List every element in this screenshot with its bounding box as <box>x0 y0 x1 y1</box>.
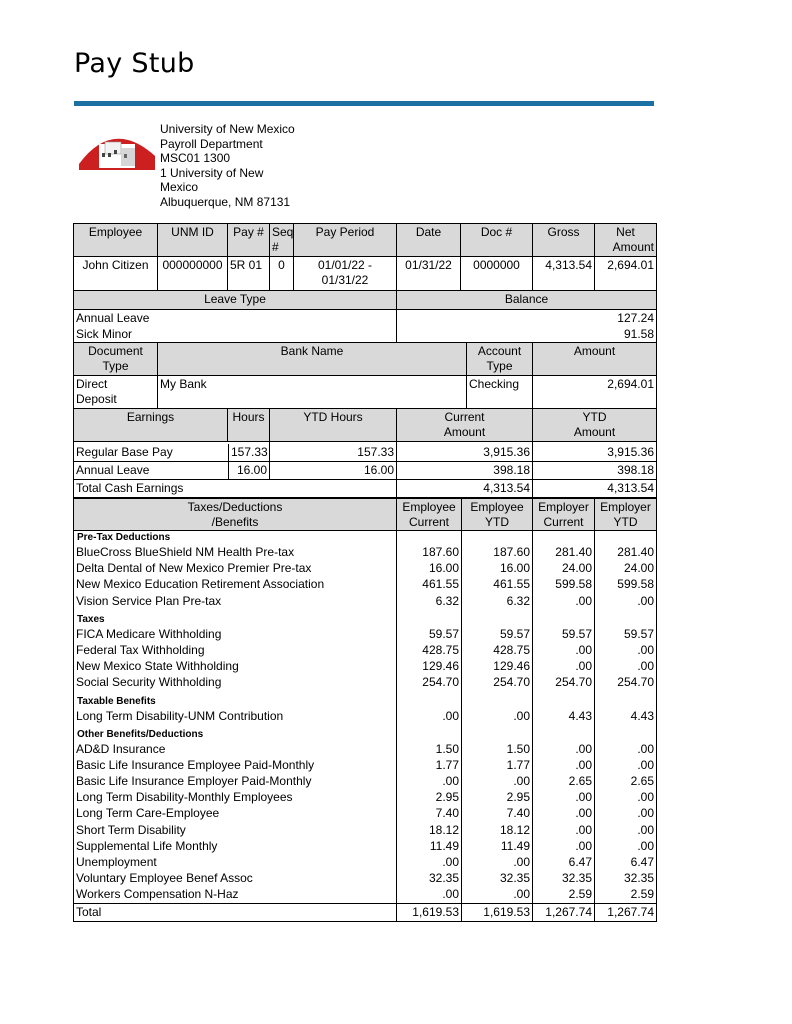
org-line: Payroll Department <box>160 136 263 151</box>
deduction-name: Vision Service Plan Pre-tax <box>74 593 397 609</box>
spacer-cell <box>533 613 595 626</box>
employer-ytd-label: Employer YTD <box>600 500 651 529</box>
employer-ytd: 2.59 <box>630 887 654 902</box>
deduction-name: Delta Dental of New Mexico Premier Pre-tax <box>74 560 397 576</box>
employer-current: 281.40 <box>533 544 595 560</box>
employee-ytd: 18.12 <box>462 822 533 838</box>
deduction-name: Workers Compensation N-Haz <box>74 886 397 902</box>
section-title-row <box>74 728 656 741</box>
employer-current: 254.70 <box>533 674 595 690</box>
section-title-row <box>74 695 656 708</box>
employer-ytd: .00 <box>637 790 654 805</box>
employee-ytd: 32.35 <box>462 870 533 886</box>
employer-ytd: 281.40 <box>617 545 654 559</box>
employee-ytd: .00 <box>462 773 533 789</box>
employer-current: 59.57 <box>533 626 595 642</box>
spacer-cell <box>462 531 533 544</box>
employer-ytd: 599.58 <box>617 577 654 592</box>
unm-logo-icon <box>77 126 157 176</box>
employer-ytd: 6.47 <box>630 855 654 869</box>
employee-ytd: .00 <box>462 854 533 870</box>
deposit-header-row <box>74 342 656 375</box>
employee-current-label: Employee Current <box>397 499 462 530</box>
spacer-cell <box>397 695 462 708</box>
deduction-name: Short Term Disability <box>74 822 397 838</box>
deduction-row <box>74 757 656 773</box>
employee-current: 16.00 <box>397 560 462 576</box>
employee-current: 254.70 <box>397 674 462 690</box>
document-type-label: Document Type <box>74 343 158 375</box>
spacer-cell <box>397 728 462 741</box>
deduction-row <box>74 805 656 821</box>
account-type: Checking <box>467 376 533 408</box>
employer-ytd: 59.57 <box>623 626 654 641</box>
employer-ytd: .00 <box>637 822 654 837</box>
total-earnings-label: Total Cash Earnings <box>74 480 397 497</box>
deduction-row <box>74 789 656 805</box>
employer-ytd: .00 <box>637 806 654 821</box>
deductions-label: Taxes/Deductions /Benefits <box>74 499 397 530</box>
employee-current: 11.49 <box>397 838 462 854</box>
section-title: Taxes <box>74 613 397 626</box>
employee-ytd: 1.77 <box>462 757 533 773</box>
deduction-name: Basic Life Insurance Employee Paid-Monthly <box>74 757 397 773</box>
org-line: University of New Mexico <box>160 122 295 136</box>
employee-ytd: 428.75 <box>462 642 533 658</box>
employer-current: 6.47 <box>533 854 595 870</box>
employee-current: 6.32 <box>397 593 462 609</box>
bank-name: My Bank <box>158 376 467 408</box>
deduction-row <box>74 626 656 642</box>
deduction-row <box>74 576 656 592</box>
earning-current: 3,915.36 <box>397 444 533 461</box>
gross-amount: 4,313.54 <box>533 257 595 290</box>
employee-current: .00 <box>397 773 462 789</box>
deduction-row <box>74 708 656 724</box>
deduction-row <box>74 658 656 674</box>
deduction-name: New Mexico State Withholding <box>74 658 397 674</box>
employee-current: 428.75 <box>397 642 462 658</box>
employer-current: .00 <box>533 757 595 773</box>
employer-ytd: 24.00 <box>623 561 654 576</box>
unm-id: 000000000 <box>158 257 228 290</box>
org-line: Mexico <box>160 180 199 195</box>
leave-row <box>74 326 656 342</box>
deduction-row <box>74 560 656 576</box>
deduction-row <box>74 593 656 609</box>
pay-stub-table <box>73 223 657 922</box>
section-title: Taxable Benefits <box>74 695 397 708</box>
leave-header-row <box>74 290 656 309</box>
section-title-row <box>74 531 656 544</box>
employer-ytd: 32.35 <box>623 871 654 886</box>
spacer-cell <box>533 531 595 544</box>
employer-current: .00 <box>533 658 595 674</box>
employer-current: 2.65 <box>533 773 595 789</box>
deductions-total-row <box>74 903 656 921</box>
deduction-name: Unemployment <box>74 854 397 870</box>
employer-current: 4.43 <box>533 708 595 724</box>
employer-current: 2.59 <box>533 886 595 902</box>
spacer-cell <box>533 728 595 741</box>
employer-current: .00 <box>533 822 595 838</box>
deduction-name: Long Term Disability-Monthly Employees <box>74 789 397 805</box>
deduction-row <box>74 838 656 854</box>
deductions-body <box>74 530 656 903</box>
deduction-name: Federal Tax Withholding <box>74 642 397 658</box>
unm-id-label: UNM ID <box>158 224 228 256</box>
spacer-cell <box>595 613 656 626</box>
employer-ytd: .00 <box>637 838 654 853</box>
earnings-row <box>74 461 656 479</box>
employee-current: 461.55 <box>397 576 462 592</box>
employee-ytd: 2.95 <box>462 789 533 805</box>
total-earnings-ytd: 4,313.54 <box>607 481 654 495</box>
earnings-header-row <box>74 408 656 441</box>
deduction-name: New Mexico Education Retirement Association <box>74 576 397 592</box>
employee-ytd: .00 <box>462 708 533 724</box>
employee-current: 59.57 <box>397 626 462 642</box>
deduction-name: FICA Medicare Withholding <box>74 626 397 642</box>
pay-period: 01/01/22 - 01/31/22 <box>294 257 397 290</box>
total-employee-ytd: 1,619.53 <box>462 904 533 921</box>
earning-name: Regular Base Pay <box>76 445 173 459</box>
employee-current: 7.40 <box>397 805 462 821</box>
employee-current: 2.95 <box>397 789 462 805</box>
employee-ytd-label: Employee YTD <box>462 499 533 530</box>
employee-ytd: 461.55 <box>462 576 533 592</box>
pay-number-label: Pay # <box>228 224 270 256</box>
deduction-name: Long Term Disability-UNM Contribution <box>74 708 397 724</box>
employee-values-row <box>74 256 656 290</box>
doc-number-label: Doc # <box>461 224 533 256</box>
employer-ytd: .00 <box>637 741 654 756</box>
org-line: 1 University of New <box>160 165 264 180</box>
employee-current: 32.35 <box>397 870 462 886</box>
employee-ytd: 59.57 <box>462 626 533 642</box>
bank-name-label: Bank Name <box>158 343 467 375</box>
ytd-hours-label: YTD Hours <box>270 409 397 441</box>
employee-name: John Citizen <box>74 257 158 290</box>
total-employer-current: 1,267.74 <box>533 904 595 921</box>
total-earnings-current: 4,313.54 <box>397 480 533 497</box>
employee-ytd: 16.00 <box>462 560 533 576</box>
account-type-label: Account Type <box>467 343 533 375</box>
gross-label: Gross <box>533 224 595 256</box>
earning-hours: 157.33 <box>228 444 270 461</box>
spacer-cell <box>595 531 656 544</box>
employee-current: .00 <box>397 886 462 902</box>
employee-ytd: 187.60 <box>462 544 533 560</box>
deduction-row <box>74 544 656 560</box>
section-title-row <box>74 613 656 626</box>
deduction-name: AD&D Insurance <box>74 741 397 757</box>
employer-ytd: .00 <box>637 757 654 772</box>
leave-row <box>74 309 656 326</box>
employee-current: 1.50 <box>397 741 462 757</box>
org-line: MSC01 1300 <box>160 151 231 166</box>
deduction-name: BlueCross BlueShield NM Health Pre-tax <box>74 544 397 560</box>
employer-current: .00 <box>533 741 595 757</box>
page-title: Pay Stub <box>74 48 195 79</box>
leave-balance: 127.24 <box>617 311 654 325</box>
spacer-cell <box>397 531 462 544</box>
pay-period-label: Pay Period <box>294 224 397 256</box>
employee-current: 129.46 <box>397 658 462 674</box>
earning-current: 398.18 <box>397 462 533 479</box>
net-amount-label: Net Amount <box>612 225 654 254</box>
deposit-amount-label: Amount <box>573 344 616 358</box>
deduction-row <box>74 822 656 838</box>
deposit-amount: 2,694.01 <box>607 377 654 391</box>
deductions-total-label: Total <box>74 904 397 921</box>
leave-type: Annual Leave <box>74 310 397 326</box>
employee-ytd: 7.40 <box>462 805 533 821</box>
spacer-cell <box>462 613 533 626</box>
seq-number: 0 <box>270 257 294 290</box>
earning-ytd-hours: 157.33 <box>270 444 397 461</box>
employer-current: 32.35 <box>533 870 595 886</box>
employee-ytd: 6.32 <box>462 593 533 609</box>
doc-number: 0000000 <box>461 257 533 290</box>
deduction-name: Supplemental Life Monthly <box>74 838 397 854</box>
hours-label: Hours <box>228 409 270 441</box>
deduction-row <box>74 642 656 658</box>
employee-current: 187.60 <box>397 544 462 560</box>
employee-current: .00 <box>397 854 462 870</box>
deduction-name: Long Term Care-Employee <box>74 805 397 821</box>
seq-label: Seq # <box>272 225 294 254</box>
employer-current: 24.00 <box>533 560 595 576</box>
employer-current: .00 <box>533 789 595 805</box>
net-amount: 2,694.01 <box>607 258 654 272</box>
employer-current: .00 <box>533 593 595 609</box>
earning-name: Annual Leave <box>76 463 150 477</box>
employee-ytd: 129.46 <box>462 658 533 674</box>
employee-header-row <box>74 224 656 256</box>
deduction-name: Social Security Withholding <box>74 674 397 690</box>
deduction-name: Voluntary Employee Benef Assoc <box>74 870 397 886</box>
earning-ytd: 398.18 <box>617 463 654 477</box>
employer-ytd: .00 <box>637 593 654 608</box>
employee-current: 18.12 <box>397 822 462 838</box>
balance-label: Balance <box>504 292 549 306</box>
pay-date: 01/31/22 <box>397 257 461 290</box>
employer-current: .00 <box>533 805 595 821</box>
deduction-row <box>74 854 656 870</box>
leave-type: Sick Minor <box>74 326 397 342</box>
earnings-label: Earnings <box>74 409 228 441</box>
org-address <box>160 122 295 210</box>
current-amount-label: Current Amount <box>397 409 533 441</box>
deduction-name: Basic Life Insurance Employer Paid-Monthly <box>74 773 397 789</box>
total-employee-current: 1,619.53 <box>397 904 462 921</box>
section-title: Other Benefits/Deductions <box>74 728 397 741</box>
ytd-amount-label: YTD Amount <box>573 410 616 439</box>
employer-current: .00 <box>533 838 595 854</box>
employee-ytd: .00 <box>462 886 533 902</box>
employer-current: 599.58 <box>533 576 595 592</box>
deduction-row <box>74 741 656 757</box>
employer-current: .00 <box>533 642 595 658</box>
deduction-row <box>74 886 656 902</box>
document-type: Direct Deposit <box>74 376 158 408</box>
deduction-row <box>74 773 656 789</box>
employee-current: 1.77 <box>397 757 462 773</box>
section-title: Pre-Tax Deductions <box>74 531 397 544</box>
earning-ytd-hours: 16.00 <box>270 462 397 479</box>
employer-ytd: 2.65 <box>630 774 654 789</box>
employer-ytd: 254.70 <box>617 675 654 690</box>
spacer-cell <box>397 613 462 626</box>
org-line: Albuquerque, NM 87131 <box>160 194 291 209</box>
leave-type-label: Leave Type <box>74 291 397 309</box>
spacer-cell <box>595 728 656 741</box>
employer-ytd: 4.43 <box>630 708 654 723</box>
employer-ytd: .00 <box>637 659 654 674</box>
spacer-cell <box>595 695 656 708</box>
earning-hours: 16.00 <box>228 462 270 479</box>
earning-ytd: 3,915.36 <box>607 445 654 459</box>
employee-ytd: 254.70 <box>462 674 533 690</box>
deduction-row <box>74 870 656 886</box>
spacer-cell <box>533 695 595 708</box>
pay-number: 5R 01 <box>228 257 270 290</box>
earnings-row <box>74 444 656 461</box>
leave-balance: 91.58 <box>623 327 654 341</box>
employer-ytd: .00 <box>637 642 654 657</box>
employee-ytd: 11.49 <box>462 838 533 854</box>
total-employer-ytd: 1,267.74 <box>607 904 654 919</box>
employee-label: Employee <box>74 224 158 256</box>
employer-current-label: Employer Current <box>533 499 595 530</box>
date-label: Date <box>397 224 461 256</box>
deductions-header-row <box>74 497 656 530</box>
earnings-total-row <box>74 479 656 497</box>
deposit-row <box>74 375 656 408</box>
spacer-cell <box>462 695 533 708</box>
employee-current: .00 <box>397 708 462 724</box>
employee-ytd: 1.50 <box>462 741 533 757</box>
title-divider <box>74 101 654 106</box>
deduction-row <box>74 674 656 690</box>
spacer-cell <box>462 728 533 741</box>
